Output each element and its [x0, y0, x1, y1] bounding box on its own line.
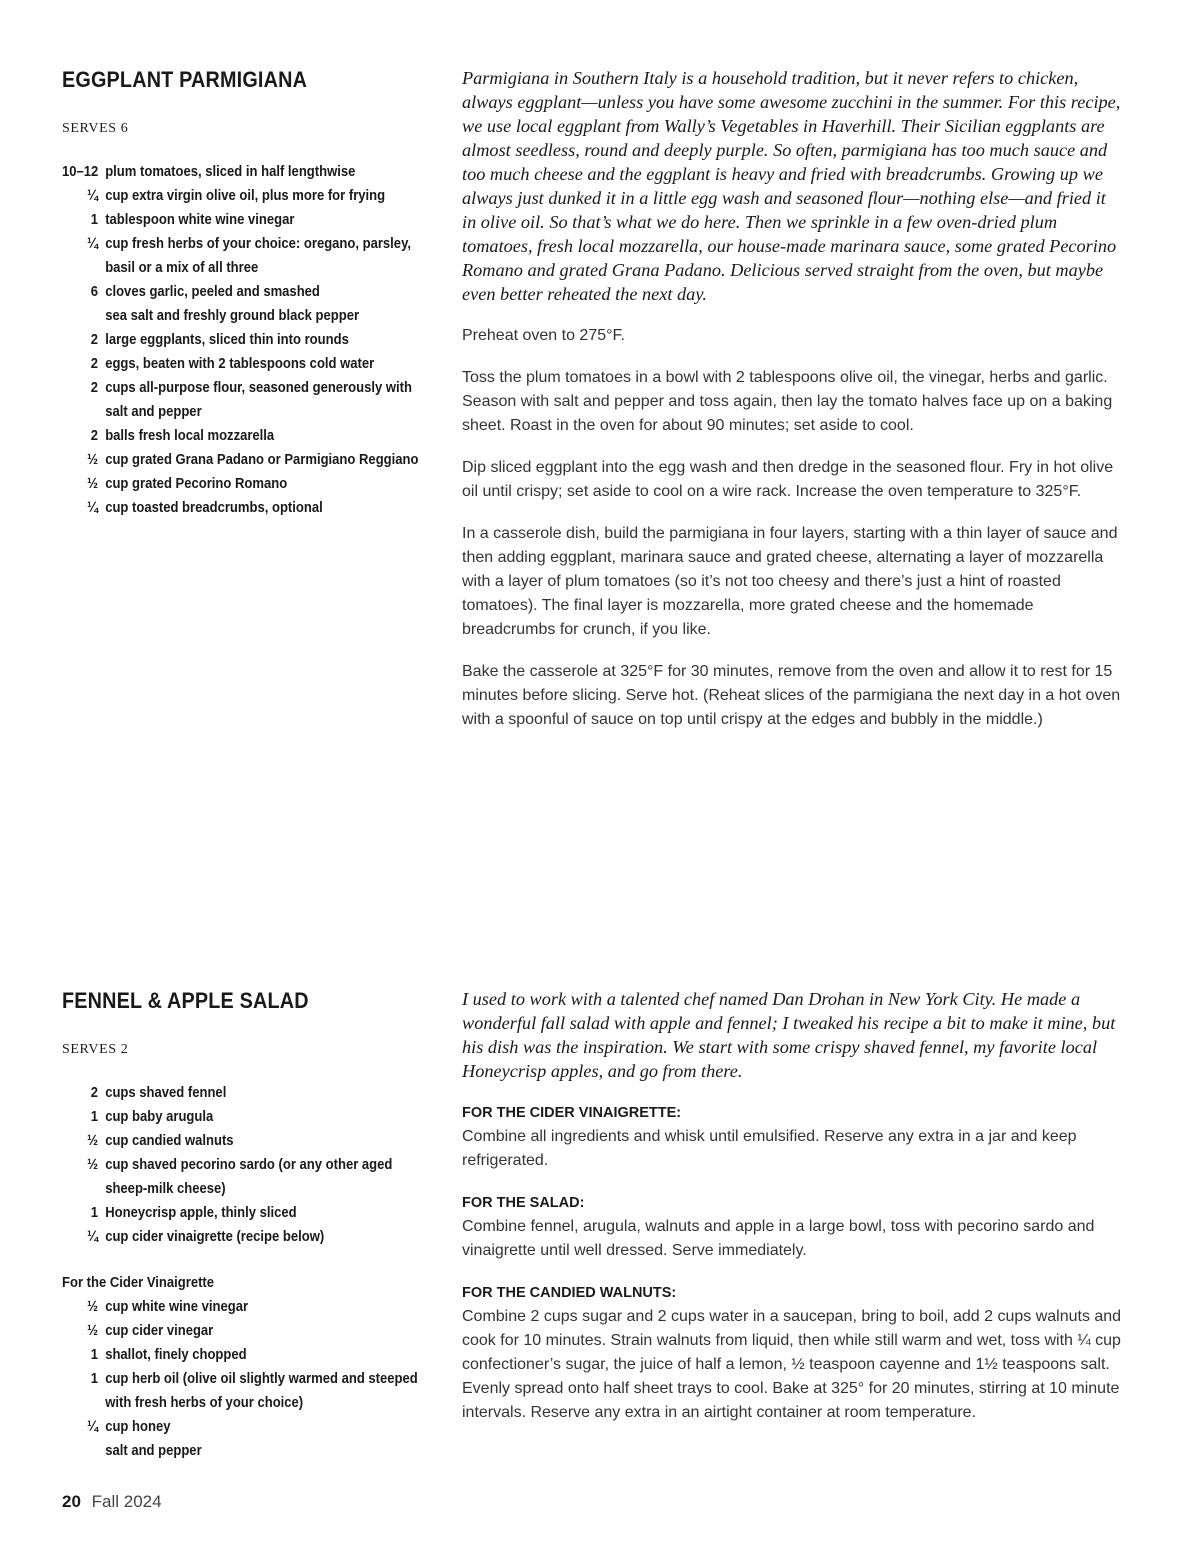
ingredient-text: cloves garlic, peeled and smashed: [105, 284, 320, 300]
ingredient-item: [62, 304, 431, 328]
ingredient-qty: ¼: [87, 1229, 98, 1245]
ingredient-text: cups shaved fennel: [105, 1085, 227, 1101]
ingredient-text: cup shaved pecorino sardo (or any other aged sheep-milk cheese): [105, 1157, 393, 1197]
ingredient-text: shallot, finely chopped: [105, 1347, 247, 1363]
ingredient-text: cup cider vinaigrette (recipe below): [105, 1229, 325, 1245]
recipe-title: FENNEL & APPLE SALAD: [62, 988, 309, 1013]
ingredient-item: [62, 1295, 431, 1319]
section-heading: FOR THE CANDIED WALNUTS:: [462, 1285, 677, 1301]
issue-label: Fall 2024: [91, 1492, 162, 1511]
ingredient-item: [62, 496, 431, 520]
ingredient-text: cup candied walnuts: [105, 1133, 234, 1149]
ingredient-qty: 1: [90, 1205, 98, 1221]
ingredient-item: [62, 328, 431, 352]
ingredient-text: tablespoon white wine vinegar: [105, 212, 295, 228]
ingredient-text: cup toasted breadcrumbs, optional: [105, 500, 323, 516]
ingredient-qty: ½: [87, 1299, 98, 1315]
ingredients-column: [62, 66, 432, 520]
method-step: In a casserole dish, build the parmigiana in four layers, starting with a thin layer of sauce and then adding eggplant, marinara sauce and grated cheese, alternating a layer of mozzarella with a layer of plum tomatoes (so it’s not too cheesy and there’s just a hint of roasted tomatoes). The final layer is mozzarella, more grated cheese and the homemade breadcrumbs for crunch, if you like.: [462, 525, 1118, 638]
recipe-intro: Parmigiana in Southern Italy is a household tradition, but it never refers to chicken, always eggplant—unless you have some awesome zucchini in the summer. For this recipe, we use local eggplant from Wally’s Vegetables in Haverhill. Their Sicilian eggplants are almost seedless, round and deeply purple. So often, parmigiana has too much sauce and too much cheese and the eggplant is heavy and fried with breadcrumbs. Growing up we always just dunked it in a little egg wash and seasoned flour—nothing else—and fried it in olive oil. So that’s what we do here. Then we sprinkle in a few oven-dried plum tomatoes, fresh local mozzarella, our house-made marinara sauce, some grated Pecorino Romano and grated Grana Padano. Delicious served straight from the oven, but maybe even better reheated the next day.: [462, 68, 1121, 304]
section-heading: FOR THE CIDER VINAIGRETTE:: [462, 1105, 682, 1121]
ingredient-qty: 2: [90, 380, 98, 396]
ingredient-qty: ½: [87, 452, 98, 468]
ingredient-text: cup fresh herbs of your choice: oregano, parsley, basil or a mix of all three: [105, 236, 411, 276]
ingredient-item: [62, 1129, 431, 1153]
ingredient-list: [62, 1081, 432, 1249]
ingredient-text: salt and pepper: [105, 1443, 202, 1459]
page-footer: [62, 1490, 162, 1514]
ingredient-text: plum tomatoes, sliced in half lengthwise: [105, 164, 356, 180]
ingredient-text: cup grated Pecorino Romano: [105, 476, 288, 492]
ingredient-qty: [62, 304, 105, 328]
vinaigrette-subheading: For the Cider Vinaigrette: [62, 1275, 215, 1291]
ingredient-text: balls fresh local mozzarella: [105, 428, 275, 444]
ingredient-qty: 2: [90, 428, 98, 444]
ingredient-qty: 1: [90, 1371, 98, 1387]
ingredient-item: [62, 160, 431, 184]
ingredient-item: [62, 1201, 431, 1225]
ingredient-qty: 2: [90, 332, 98, 348]
ingredient-item: [62, 424, 431, 448]
section-text: Combine 2 cups sugar and 2 cups water in a saucepan, bring to boil, add 2 cups walnuts and cook for 10 minutes. Strain walnuts from liquid, then while still warm and wet, toss with ¼ cup confectioner’s sugar, the juice of half a lemon, ½ teaspoon cayenne and 1½ teaspoons salt. Evenly spread onto half sheet trays to cool. Bake at 325° for 20 minutes, stirring at 10 minute intervals. Reserve any extra in an airtight container at room temperature.: [462, 1308, 1122, 1421]
ingredient-qty: ¼: [87, 500, 98, 516]
ingredient-qty: 2: [90, 1085, 98, 1101]
ingredient-qty: 6: [90, 284, 98, 300]
ingredient-text: eggs, beaten with 2 tablespoons cold water: [105, 356, 375, 372]
ingredient-item: [62, 1367, 431, 1415]
recipe-title: EGGPLANT PARMIGIANA: [62, 67, 308, 92]
ingredient-item: [62, 1081, 431, 1105]
ingredient-item: [62, 1319, 431, 1343]
ingredient-item: [62, 280, 431, 304]
ingredient-item: [62, 208, 431, 232]
ingredient-text: cup honey: [105, 1419, 171, 1435]
ingredient-item: [62, 1105, 431, 1129]
ingredient-item: [62, 1415, 431, 1439]
section-text: Combine all ingredients and whisk until emulsified. Reserve any extra in a jar and keep refrigerated.: [462, 1128, 1077, 1169]
ingredient-text: large eggplants, sliced thin into rounds: [105, 332, 349, 348]
ingredient-text: cup baby arugula: [105, 1109, 214, 1125]
ingredients-column: [62, 987, 432, 1463]
ingredient-item: [62, 472, 431, 496]
ingredient-item: [62, 1153, 431, 1201]
ingredient-text: cup grated Grana Padano or Parmigiano Reggiano: [105, 452, 419, 468]
ingredient-qty: 2: [90, 356, 98, 372]
ingredient-text: cups all-purpose flour, seasoned generously with salt and pepper: [105, 380, 412, 420]
method-step: Toss the plum tomatoes in a bowl with 2 tablespoons olive oil, the vinegar, herbs and garlic. Season with salt and pepper and toss again, then lay the tomato halves face up on a baking sheet. Roast in the oven for about 90 minutes; set aside to cool.: [462, 369, 1113, 434]
ingredient-text: cup extra virgin olive oil, plus more for frying: [105, 188, 386, 204]
ingredient-qty: 1: [90, 212, 98, 228]
ingredient-text: cup herb oil (olive oil slightly warmed and steeped with fresh herbs of your choice): [105, 1371, 418, 1411]
ingredient-item: [62, 1225, 431, 1249]
ingredient-qty: 10–12: [62, 164, 99, 180]
ingredient-item: [62, 448, 431, 472]
ingredient-qty: ½: [87, 1323, 98, 1339]
ingredient-text: cup white wine vinegar: [105, 1299, 249, 1315]
ingredient-qty: ½: [87, 476, 98, 492]
recipe-intro: I used to work with a talented chef named Dan Drohan in New York City. He made a wonderful fall salad with apple and fennel; I tweaked his recipe a bit to make it mine, but his dish was the inspiration. We start with some crispy shaved fennel, my favorite local Honeycrisp apples, and go from there.: [462, 989, 1116, 1081]
ingredient-qty: ½: [87, 1133, 98, 1149]
method-step: Bake the casserole at 325°F for 30 minutes, remove from the oven and allow it to rest for 15 minutes before slicing. Serve hot. (Reheat slices of the parmigiana the next day in a hot oven with a spoonful of sauce on top until crispy at the edges and bubbly in the middle.): [462, 663, 1121, 728]
section-heading: FOR THE SALAD:: [462, 1195, 585, 1211]
ingredient-qty: [62, 1439, 105, 1463]
page-number: 20: [62, 1492, 81, 1511]
ingredient-text: sea salt and freshly ground black pepper: [105, 308, 360, 324]
ingredient-item: [62, 184, 431, 208]
method-column: [462, 987, 1124, 1425]
ingredient-item: [62, 376, 431, 424]
ingredient-item: [62, 232, 431, 280]
section-text: Combine fennel, arugula, walnuts and apple in a large bowl, toss with pecorino sardo and vinaigrette until well dressed. Serve immediately.: [462, 1218, 1095, 1259]
method-step: Preheat oven to 275°F.: [462, 327, 625, 344]
ingredient-text: Honeycrisp apple, thinly sliced: [105, 1205, 297, 1221]
ingredient-qty: ½: [87, 1157, 98, 1173]
ingredient-text: cup cider vinegar: [105, 1323, 214, 1339]
method-column: [462, 66, 1124, 732]
ingredient-qty: ¼: [87, 1419, 98, 1435]
ingredient-item: [62, 1439, 431, 1463]
ingredient-qty: ¼: [87, 236, 98, 252]
ingredient-item: [62, 352, 431, 376]
serves-label: SERVES 2: [62, 1042, 129, 1057]
ingredient-qty: ¼: [87, 188, 98, 204]
serves-label: SERVES 6: [62, 121, 129, 136]
method-step: Dip sliced eggplant into the egg wash and then dredge in the seasoned flour. Fry in hot olive oil until crispy; set aside to cool on a wire rack. Increase the oven temperature to 325°F.: [462, 459, 1114, 500]
ingredient-list: [62, 160, 432, 520]
ingredient-qty: 1: [90, 1109, 98, 1125]
ingredient-qty: 1: [90, 1347, 98, 1363]
vinaigrette-ingredient-list: [62, 1295, 432, 1463]
ingredient-item: [62, 1343, 431, 1367]
